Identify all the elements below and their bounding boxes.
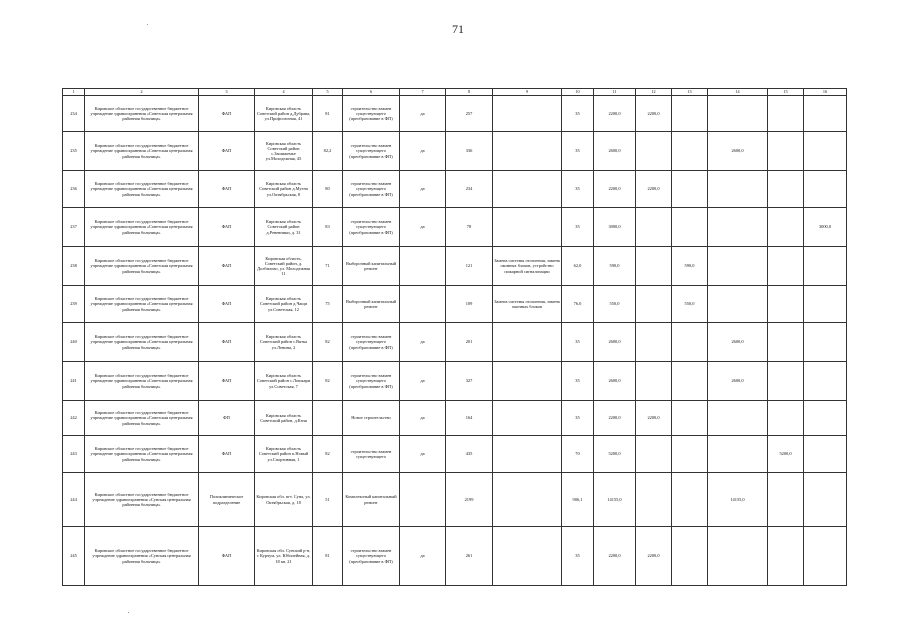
table-cell: 2200,0	[636, 171, 672, 208]
scan-speck	[128, 612, 129, 613]
column-number-cell: 9	[493, 89, 562, 96]
table-cell: 5200,0	[594, 436, 636, 473]
table-cell	[493, 208, 562, 247]
table-cell	[708, 96, 768, 132]
table-row	[63, 247, 847, 286]
table-cell: 327	[446, 362, 493, 401]
table-cell: 2200,0	[594, 527, 636, 586]
table-cell	[672, 473, 708, 527]
table-cell: Кировское областное государственное бюджетное учреждение здравоохранения «Советская центральная районная больница»	[85, 401, 199, 436]
table-cell	[768, 171, 804, 208]
table-cell	[493, 171, 562, 208]
table-cell: 245	[63, 527, 85, 586]
table-cell: строительство взамен существующего (преобразование в ФП)	[343, 362, 400, 401]
table-cell: Кировское областное государственное бюджетное учреждение здравоохранения «Советская центральная районная больница»	[85, 247, 199, 286]
table-cell	[493, 527, 562, 586]
table-cell: 78	[446, 208, 493, 247]
column-number-cell: 6	[343, 89, 400, 96]
table-cell	[636, 208, 672, 247]
column-number-cell: 10	[562, 89, 594, 96]
table-cell	[636, 132, 672, 171]
table-cell: 906,1	[562, 473, 594, 527]
table-cell: 2200,0	[636, 401, 672, 436]
table-cell: Кировская область Советский район, д.Кзня	[255, 401, 313, 436]
column-number-cell: 11	[594, 89, 636, 96]
table-row	[63, 401, 847, 436]
scan-speck	[147, 24, 148, 25]
table-cell: 240	[63, 323, 85, 362]
table-cell: 82	[313, 436, 343, 473]
table-cell: 76,0	[562, 286, 594, 323]
table-cell: Кировское областное государственное бюджетное учреждение здравоохранения «Советская центральная районная больница»	[85, 362, 199, 401]
table-cell: да	[400, 208, 446, 247]
table-cell	[672, 527, 708, 586]
table-cell	[768, 401, 804, 436]
table-cell	[768, 208, 804, 247]
column-number-cell: 4	[255, 89, 313, 96]
table-cell: ФАП	[199, 96, 255, 132]
table-cell: 2600,0	[594, 362, 636, 401]
table-cell: Кировская область Советский район с.Зашижемье ул.Молодежная, 45	[255, 132, 313, 171]
table-cell	[768, 132, 804, 171]
table-cell: ФАП	[199, 208, 255, 247]
table-cell	[768, 286, 804, 323]
table-cell	[768, 247, 804, 286]
table-cell: 234	[446, 171, 493, 208]
table-cell: 35	[562, 171, 594, 208]
table-cell	[708, 247, 768, 286]
table-row	[63, 362, 847, 401]
table-cell: 2600,0	[708, 132, 768, 171]
table-cell	[708, 286, 768, 323]
table-cell	[672, 132, 708, 171]
table-cell	[636, 473, 672, 527]
table-cell: 261	[446, 527, 493, 586]
table-cell: строительство взамен существующего (преобразование в ФП)	[343, 132, 400, 171]
table-cell: Выборочный капитальный ремонт	[343, 286, 400, 323]
table-cell	[672, 401, 708, 436]
column-number-cell: 2	[85, 89, 199, 96]
table-cell: Кировское областное государственное бюджетное учреждение здравоохранения «Советская центральная районная больница»	[85, 208, 199, 247]
table-cell	[804, 362, 847, 401]
table-cell: 2200,0	[636, 96, 672, 132]
table-cell: ФП	[199, 401, 255, 436]
table-cell: 3000,0	[594, 208, 636, 247]
table-cell: 242	[63, 401, 85, 436]
table-cell	[804, 171, 847, 208]
table-cell: 70	[562, 436, 594, 473]
column-number-cell: 8	[446, 89, 493, 96]
table-cell: 82	[313, 362, 343, 401]
table-cell: строительство взамен существующего (преобразование в ФП)	[343, 171, 400, 208]
table-cell	[672, 323, 708, 362]
table-cell: строительство взамен существующего (преобразование в ФП)	[343, 208, 400, 247]
column-number-cell: 3	[199, 89, 255, 96]
table-cell: ФАП	[199, 286, 255, 323]
table-cell: 109	[446, 286, 493, 323]
table-cell: ФАП	[199, 436, 255, 473]
table-cell: 235	[63, 132, 85, 171]
table-cell: 82	[313, 323, 343, 362]
table-cell: да	[400, 132, 446, 171]
table-cell: ФАП	[199, 362, 255, 401]
table-cell: Кировская область Советский район д.Чащи ул.Советская, 12	[255, 286, 313, 323]
table-cell	[636, 362, 672, 401]
table-cell	[636, 286, 672, 323]
table-row	[63, 132, 847, 171]
table-cell: 234	[63, 96, 85, 132]
table-cell: да	[400, 436, 446, 473]
table-row	[63, 323, 847, 362]
table-cell: ФАП	[199, 171, 255, 208]
table-cell: 2199	[446, 473, 493, 527]
table-cell	[636, 436, 672, 473]
table-cell: Кировское областное государственное бюджетное учреждение здравоохранения «Советская центральная районная больница»	[85, 323, 199, 362]
table-cell	[672, 208, 708, 247]
table-cell: 35	[562, 132, 594, 171]
table-cell: Замена системы отопления, замена оконных блоков, устройство пожарной сигнализации	[493, 247, 562, 286]
table-cell	[493, 323, 562, 362]
table-cell: да	[400, 401, 446, 436]
table-cell	[708, 436, 768, 473]
table-cell: 5200,0	[768, 436, 804, 473]
table-cell	[672, 362, 708, 401]
table-cell	[708, 208, 768, 247]
table-cell: 435	[446, 436, 493, 473]
table-cell	[708, 527, 768, 586]
table-cell: 62,0	[562, 247, 594, 286]
table-cell: 237	[63, 208, 85, 247]
table-cell: Кировское областное государственное бюджетное учреждение здравоохранения «Советская центральная районная больница»	[85, 436, 199, 473]
table-row	[63, 527, 847, 586]
table-cell: Кировское областное государственное бюджетное учреждение здравоохранения «Сунская центральная районная больница»	[85, 527, 199, 586]
table-cell: 3000,0	[804, 208, 847, 247]
table-cell: 71	[313, 247, 343, 286]
table-cell: 164	[446, 401, 493, 436]
table-cell: 51	[313, 473, 343, 527]
table-cell: 236	[63, 171, 85, 208]
table-cell: Выборочный капитальный ремонт	[343, 247, 400, 286]
table-cell: 550,0	[672, 286, 708, 323]
table-cell: да	[400, 527, 446, 586]
column-number-cell: 12	[636, 89, 672, 96]
column-number-cell: 14	[708, 89, 768, 96]
column-number-cell: 5	[313, 89, 343, 96]
table-cell: 81	[313, 96, 343, 132]
table-cell: Кировское областное государственное бюджетное учреждение здравоохранения «Советская центральная районная больница»	[85, 171, 199, 208]
table-cell: 201	[446, 323, 493, 362]
table-cell	[804, 286, 847, 323]
document-table	[62, 88, 847, 586]
table-cell: Новое строительство	[343, 401, 400, 436]
table-cell: Комплексный капитальный ремонт	[343, 473, 400, 527]
table-cell: 241	[63, 362, 85, 401]
table-cell: да	[400, 96, 446, 132]
table-cell: 2200,0	[594, 171, 636, 208]
table-cell	[804, 323, 847, 362]
table-cell: 75	[313, 286, 343, 323]
table-cell	[708, 171, 768, 208]
table-cell	[708, 401, 768, 436]
table-cell	[804, 473, 847, 527]
column-number-cell: 15	[768, 89, 804, 96]
table-cell: Кировская область Советский район с.Вятка ул.Ленина, 2	[255, 323, 313, 362]
table-cell	[768, 527, 804, 586]
table-cell	[636, 247, 672, 286]
table-cell	[400, 473, 446, 527]
table-cell: Кировское областное государственное бюджетное учреждение здравоохранения «Советская центральная районная больница»	[85, 286, 199, 323]
table-cell: строительство взамен существующего	[343, 436, 400, 473]
table-cell	[768, 96, 804, 132]
table-cell	[804, 96, 847, 132]
table-cell	[804, 132, 847, 171]
table-row	[63, 96, 847, 132]
table-row	[63, 473, 847, 527]
table-cell: Кировская область Советский район п.Новый ул.Спортивная, 1	[255, 436, 313, 473]
table-cell: 336	[446, 132, 493, 171]
table-cell: 81	[313, 527, 343, 586]
table-row	[63, 436, 847, 473]
table-cell: 121	[446, 247, 493, 286]
table-cell: 590,0	[594, 247, 636, 286]
table-cell: да	[400, 362, 446, 401]
table-cell: да	[400, 171, 446, 208]
table-cell: Кировское областное государственное бюджетное учреждение здравоохранения «Сунская центральная районная больница»	[85, 473, 199, 527]
table-cell: 35	[562, 208, 594, 247]
table-cell: 35	[562, 323, 594, 362]
table-cell: ФАП	[199, 247, 255, 286]
table-cell: 238	[63, 247, 85, 286]
table-cell: ФАП	[199, 527, 255, 586]
table-cell: да	[400, 323, 446, 362]
table-cell	[313, 401, 343, 436]
table-cell	[493, 132, 562, 171]
table-cell: Кировская обл. Сунский р-н, с Курчум, ул. Юбилейная, д. 18 кв. 21	[255, 527, 313, 586]
column-number-cell: 7	[400, 89, 446, 96]
table-header-row	[63, 89, 847, 96]
column-number-cell: 1	[63, 89, 85, 96]
table-row	[63, 286, 847, 323]
table-cell: 2600,0	[708, 362, 768, 401]
table-cell: 35	[562, 362, 594, 401]
table-cell: Кировская область Советский район с.Лошкари ул.Советская, 7	[255, 362, 313, 401]
table-cell: Кировская область, Советский район, д. Долбилово, ул. Молодежная 11	[255, 247, 313, 286]
table-cell: 2600,0	[594, 323, 636, 362]
table-cell: Кировская область Советский район д.Дубрава, ул.Профсоюзная, 41	[255, 96, 313, 132]
table-cell: Кировская область Советский район д.Ревенники, д. 31	[255, 208, 313, 247]
table-cell: 14155,0	[594, 473, 636, 527]
table-cell	[804, 527, 847, 586]
table-cell: Замена системы отопления, замена оконных блоков	[493, 286, 562, 323]
table-cell: 14155,0	[708, 473, 768, 527]
table-cell	[493, 362, 562, 401]
table-cell: 2600,0	[708, 323, 768, 362]
table-cell: строительство взамен существующего (преобразование в ФП)	[343, 96, 400, 132]
table-cell	[768, 473, 804, 527]
table-cell: 239	[63, 286, 85, 323]
table-cell	[804, 401, 847, 436]
table-cell: 550,0	[594, 286, 636, 323]
table-cell	[493, 473, 562, 527]
table-cell	[672, 436, 708, 473]
table-cell	[804, 247, 847, 286]
table-cell: 244	[63, 473, 85, 527]
table-cell: строительство взамен существующего (преобразование в ФП)	[343, 527, 400, 586]
table-cell: Кировское областное государственное бюджетное учреждение здравоохранения «Советская центральная районная больница»	[85, 132, 199, 171]
table-cell	[672, 96, 708, 132]
page-number: 71	[452, 22, 464, 36]
column-number-cell: 16	[804, 89, 847, 96]
table-cell: 2600,0	[594, 132, 636, 171]
table-cell: 80	[313, 171, 343, 208]
table-cell: ФАП	[199, 132, 255, 171]
table-cell: Поликлиническое подразделение	[199, 473, 255, 527]
table-cell: Кировское областное государственное бюджетное учреждение здравоохранения «Советская центральная районная больница»	[85, 96, 199, 132]
table-cell: 2200,0	[636, 527, 672, 586]
table-cell	[493, 401, 562, 436]
table-cell	[804, 436, 847, 473]
column-number-cell: 13	[672, 89, 708, 96]
table-cell: 35	[562, 527, 594, 586]
table-cell: строительство взамен существующего (преобразование в ФП)	[343, 323, 400, 362]
table-cell: 82,2	[313, 132, 343, 171]
table-cell	[493, 96, 562, 132]
table-cell	[672, 171, 708, 208]
table-cell: 2200,0	[594, 401, 636, 436]
table-cell: 83	[313, 208, 343, 247]
table-cell: 2200,0	[594, 96, 636, 132]
table-cell: Кировская область Советский район д.Мугна ул.Октябрьская, 8	[255, 171, 313, 208]
table-row	[63, 171, 847, 208]
table-cell: 35	[562, 96, 594, 132]
table-cell: Кировская обл. пгт. Суна, ул. Октябрьская, д. 18	[255, 473, 313, 527]
table-cell: 35	[562, 401, 594, 436]
table-row	[63, 208, 847, 247]
table-cell	[400, 247, 446, 286]
table-cell	[768, 323, 804, 362]
table-cell: ФАП	[199, 323, 255, 362]
table-cell	[493, 436, 562, 473]
table-cell	[636, 323, 672, 362]
table-cell: 590,0	[672, 247, 708, 286]
table-cell	[400, 286, 446, 323]
table-cell: 243	[63, 436, 85, 473]
table-cell	[768, 362, 804, 401]
table-cell: 257	[446, 96, 493, 132]
